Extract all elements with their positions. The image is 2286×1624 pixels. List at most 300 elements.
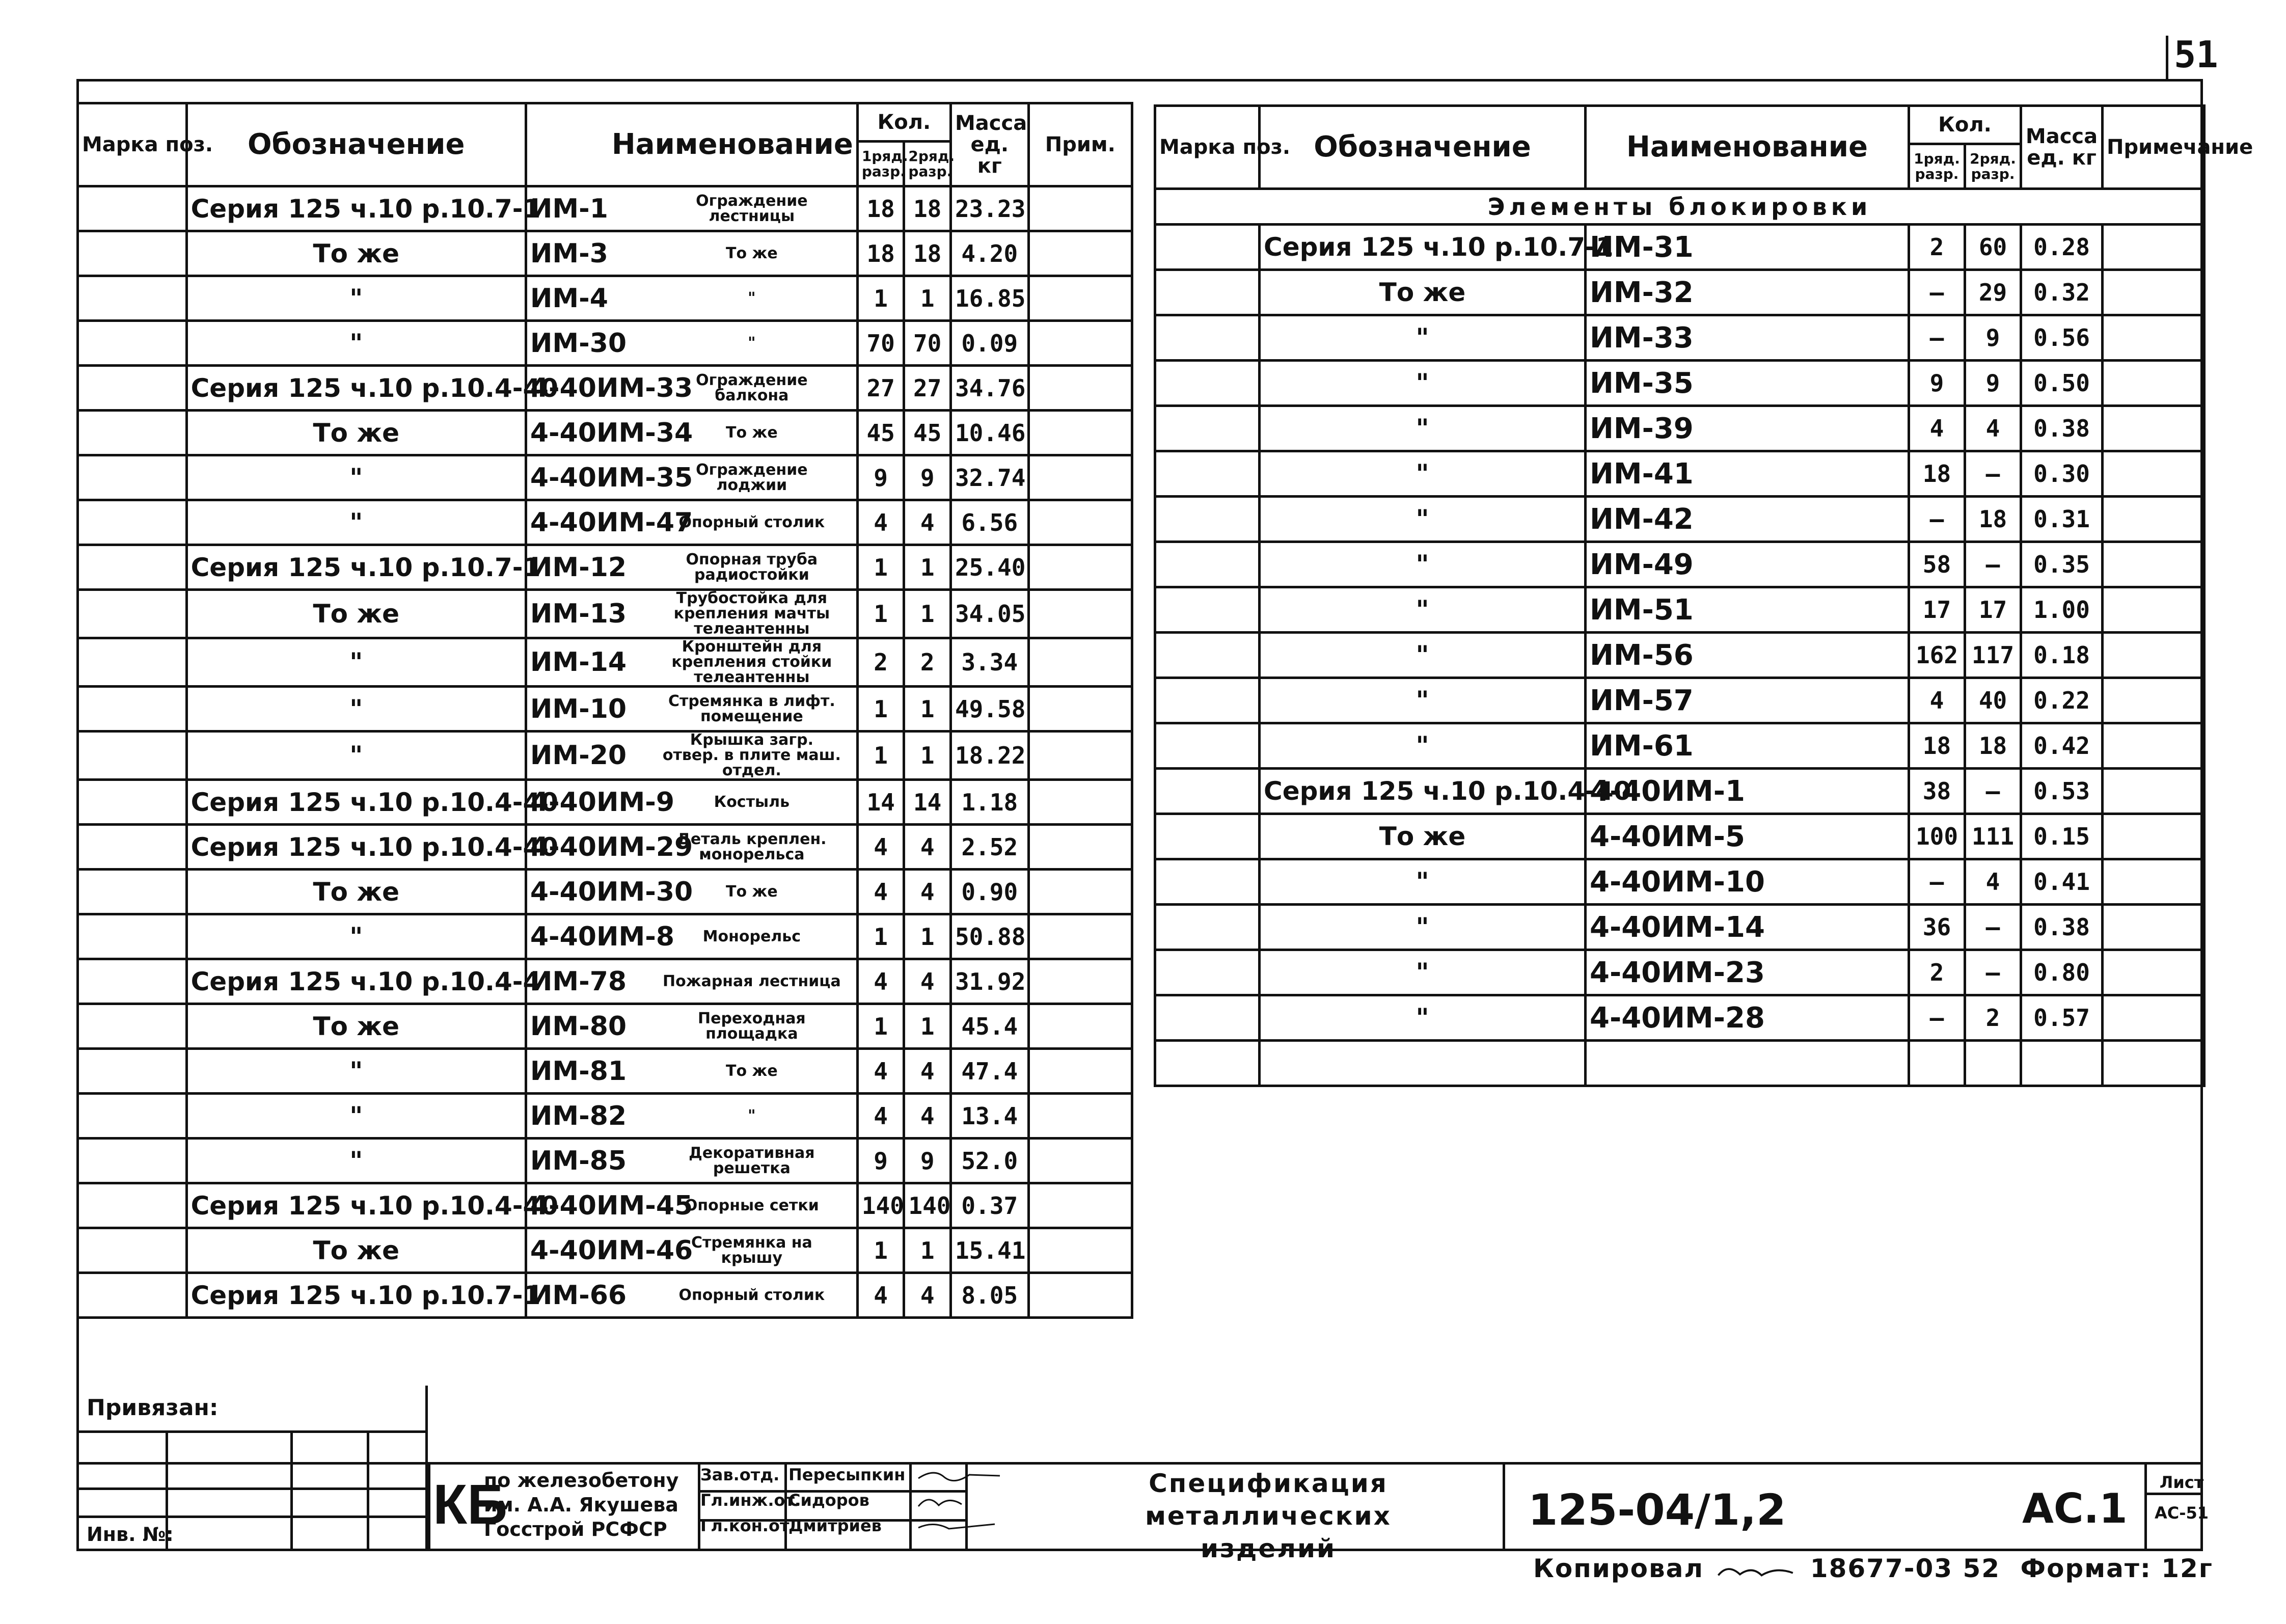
note-cell [2103,995,2205,1041]
table-row [78,780,1132,825]
mass-cell: 2.52 [950,825,1028,870]
item-code: ИМ-4 [530,283,608,314]
note-cell [1028,1139,1132,1183]
mass-cell: 45.4 [950,1004,1028,1049]
qty-row2-cell: 2 [904,638,951,687]
name-cell [526,1183,857,1228]
name-cell [526,186,857,231]
mark-cell [78,276,187,321]
table-row [78,1139,1132,1183]
signature-image [1713,1558,1800,1583]
designation-cell: То же [186,590,526,638]
org-letters: КБ [433,1473,508,1536]
qty-row2-cell: 9 [904,1139,951,1183]
item-title: Кронштейн для крепления стойки телеантенны [671,638,832,686]
designation-cell: " [1260,723,1586,769]
table-row [1155,225,2205,270]
note-cell [1028,732,1132,780]
table-row [78,366,1132,411]
qty-row2-cell: — [1965,950,2021,995]
designation-cell: Серия 125 ч.10 р.10.4-40 [186,1183,526,1228]
qty-row2-cell: 1 [904,687,951,732]
item-code: ИМ-35 [1590,366,1694,400]
qty-row1-cell: — [1909,995,1965,1041]
name-cell [1586,678,1909,723]
item-code: 4-40ИМ-23 [1590,956,1765,989]
mass-cell: 0.41 [2021,859,2103,905]
qty-row2-cell [1965,1041,2021,1086]
note-cell [1028,914,1132,959]
designation-cell: " [186,914,526,959]
item-code: 4-40ИМ-14 [1590,910,1765,944]
mark-cell [78,780,187,825]
item-title: Опорная труба радиостойки [686,550,818,584]
qty-row2-cell: 18 [1965,723,2021,769]
designation-cell: Серия 125 ч.10 р.10.7-1 [1260,225,1586,270]
designation-cell: То же [186,870,526,914]
item-code: ИМ-41 [1590,457,1694,491]
item-code: ИМ-12 [530,552,627,583]
name-cell [526,1094,857,1139]
name-cell [1586,950,1909,995]
designation-cell: " [186,1049,526,1094]
qty-row2-cell: 1 [904,914,951,959]
note-cell [2103,315,2205,361]
designation-cell: " [1260,950,1586,995]
mark-cell [1155,859,1260,905]
item-title: " [748,334,756,352]
table-row [78,455,1132,500]
qty-row2-cell: 1 [904,1228,951,1273]
org-line-2: им. А.А. Якушева [484,1494,678,1516]
designation-cell: " [186,321,526,366]
mass-cell: 0.42 [2021,723,2103,769]
qty-row1-cell: 1 [857,545,904,590]
note-cell [2103,225,2205,270]
mass-cell: 52.0 [950,1139,1028,1183]
document-title [1039,1467,1498,1565]
table-row [1155,723,2205,769]
staff-role: Гл.кон.от. [700,1516,796,1535]
designation-cell: " [186,638,526,687]
mass-cell: 0.15 [2021,814,2103,859]
signature-image [913,1491,1005,1511]
mark-cell [1155,270,1260,315]
mark-cell [1155,361,1260,406]
name-cell [526,914,857,959]
note-cell [1028,1228,1132,1273]
item-title: Декоративная решетка [689,1144,815,1177]
note-cell [1028,231,1132,276]
qty-row1-cell: 4 [1909,406,1965,451]
qty-row1-cell: 1 [857,276,904,321]
mark-cell [1155,1041,1260,1086]
qty-row2-cell: — [1965,769,2021,814]
table-row [1155,859,2205,905]
item-title: " [748,289,756,307]
qty-row2-cell: 4 [904,1273,951,1318]
mass-cell: 0.53 [2021,769,2103,814]
item-code: ИМ-66 [530,1280,627,1311]
staff-role: Гл.инж.от. [700,1491,801,1510]
item-title: Пожарная лестница [663,972,841,990]
item-code: 4-40ИМ-5 [1590,820,1745,853]
staff-name: Сидоров [788,1491,869,1510]
name-cell [1586,769,1909,814]
qty-row2-cell: 4 [904,870,951,914]
table-row [1155,270,2205,315]
qty-row1-cell: 1 [857,1004,904,1049]
mass-cell: 4.20 [950,231,1028,276]
name-cell [526,1139,857,1183]
table-row [78,231,1132,276]
name-cell [1586,814,1909,859]
signature-image [913,1517,1005,1537]
qty-row2-cell: 4 [904,1094,951,1139]
qty-row1-cell [1909,1041,1965,1086]
header-qty-row1: 1ряд. разр. [1909,144,1965,189]
mass-cell: 16.85 [950,276,1028,321]
item-title: Костыль [714,793,790,811]
header-qty-row2: 2ряд. разр. [1965,144,2021,189]
item-title: Стремянка на крышу [691,1233,812,1267]
name-cell [526,321,857,366]
mark-cell [1155,542,1260,587]
note-cell [2103,633,2205,678]
designation-cell: То же [1260,814,1586,859]
qty-row2-cell: 9 [1965,315,2021,361]
qty-row1-cell: 18 [1909,451,1965,497]
table-row [78,545,1132,590]
note-cell [2103,950,2205,995]
item-code: 4-40ИМ-9 [530,787,675,818]
designation-cell: " [1260,678,1586,723]
note-cell [2103,497,2205,542]
table-row [78,411,1132,455]
table-row [78,1004,1132,1049]
note-cell [1028,455,1132,500]
document-title-line-1: Спецификация металлических [1145,1469,1392,1531]
qty-row1-cell: 14 [857,780,904,825]
table-row [78,1094,1132,1139]
right-spec-table [1154,104,2253,1087]
name-cell [526,500,857,545]
item-code: ИМ-51 [1590,593,1694,627]
qty-row2-cell: 27 [904,366,951,411]
name-cell [526,959,857,1004]
name-cell [526,1004,857,1049]
note-cell [2103,361,2205,406]
qty-row2-cell: — [1965,905,2021,950]
mark-cell [1155,315,1260,361]
note-cell [1028,780,1132,825]
name-cell [1586,315,1909,361]
mark-cell [1155,406,1260,451]
right-spec-body [1155,225,2205,1086]
table-row [78,186,1132,231]
document-title-line-2: изделий [1200,1534,1337,1563]
header-mass: Масса ед. кг [2021,106,2103,189]
table-row [1155,451,2205,497]
name-cell [1586,225,1909,270]
item-code: ИМ-49 [1590,548,1694,581]
note-cell [1028,321,1132,366]
signature-image [913,1466,1005,1486]
mass-cell: 34.76 [950,366,1028,411]
qty-row2-cell: 4 [904,959,951,1004]
name-cell [1586,859,1909,905]
qty-row1-cell: 38 [1909,769,1965,814]
mass-cell: 0.56 [2021,315,2103,361]
mass-cell: 1.00 [2021,587,2103,633]
qty-row2-cell: 70 [904,321,951,366]
inventory-number-label: Инв. №: [87,1523,174,1546]
designation-cell: " [1260,361,1586,406]
header-qty-row1: 1ряд. разр. [857,142,904,186]
qty-row2-cell: 4 [904,825,951,870]
item-title: То же [726,1062,778,1080]
header-designation: Обозначение [186,103,526,186]
item-code: ИМ-81 [530,1055,627,1087]
note-cell [2103,905,2205,950]
qty-row1-cell: 17 [1909,587,1965,633]
note-cell [1028,1183,1132,1228]
designation-cell: То же [186,1004,526,1049]
designation-cell: " [1260,542,1586,587]
mark-cell [78,959,187,1004]
binding-block [76,1386,428,1551]
designation-cell: Серия 125 ч.10 р.10.7-1 [186,1273,526,1318]
qty-row1-cell: — [1909,497,1965,542]
mass-cell: 34.05 [950,590,1028,638]
item-code: ИМ-33 [1590,321,1694,355]
note-cell [1028,1094,1132,1139]
item-code: ИМ-39 [1590,412,1694,445]
qty-row2-cell: 1 [904,1004,951,1049]
qty-row2-cell: 40 [1965,678,2021,723]
qty-row1-cell: — [1909,270,1965,315]
designation-cell: " [1260,859,1586,905]
item-title: Деталь креплен. монорельса [677,830,827,863]
note-cell [1028,590,1132,638]
name-cell [526,1228,857,1273]
note-cell [1028,687,1132,732]
table-row [1155,1041,2205,1086]
name-cell [526,545,857,590]
name-cell [1586,995,1909,1041]
item-title: То же [726,882,778,901]
name-cell [526,780,857,825]
name-cell [1586,633,1909,678]
table-row [1155,814,2205,859]
qty-row2-cell: 60 [1965,225,2021,270]
qty-row1-cell: 18 [857,186,904,231]
item-code: 4-40ИМ-33 [530,372,693,403]
qty-row1-cell: 4 [857,959,904,1004]
table-row [78,638,1132,687]
sheet-code: АС.1 [2022,1485,2128,1532]
name-cell [526,1049,857,1094]
item-title: Ограждение балкона [696,371,808,404]
mark-cell [78,687,187,732]
designation-cell: Серия 125 ч.10 р.10.4-4 [186,959,526,1004]
mark-cell [78,366,187,411]
designation-cell: " [186,276,526,321]
qty-row2-cell: — [1965,542,2021,587]
table-row [1155,406,2205,451]
designation-cell: " [186,500,526,545]
mass-cell: 0.28 [2021,225,2103,270]
table-row [78,687,1132,732]
note-cell [1028,1049,1132,1094]
note-cell [2103,587,2205,633]
sheet-number-divider [2166,36,2168,82]
item-code: ИМ-80 [530,1011,627,1042]
mass-cell: 0.37 [950,1183,1028,1228]
item-code: ИМ-85 [530,1145,627,1176]
note-cell [1028,411,1132,455]
name-cell [526,411,857,455]
item-code: 4-40ИМ-28 [1590,1001,1765,1035]
name-cell [1586,723,1909,769]
mass-cell: 47.4 [950,1049,1028,1094]
name-cell [1586,406,1909,451]
note-cell [2103,451,2205,497]
table-row [1155,361,2205,406]
header-qty-row2: 2ряд. разр. [904,142,951,186]
note-cell [2103,859,2205,905]
name-cell [526,455,857,500]
header-mass: Масса ед. кг [950,103,1028,186]
mark-cell [1155,497,1260,542]
mark-cell [78,455,187,500]
qty-row2-cell: 4 [904,1049,951,1094]
qty-row2-cell: 111 [1965,814,2021,859]
note-cell [2103,1041,2205,1086]
organization-block [433,1462,698,1551]
copied-label: Копировал [1533,1554,1704,1583]
org-line-3: Госстрой РСФСР [484,1518,667,1540]
item-code: ИМ-42 [1590,502,1694,536]
name-cell [526,870,857,914]
name-cell [526,231,857,276]
designation-cell: " [1260,406,1586,451]
name-cell [1586,542,1909,587]
qty-row1-cell: 9 [1909,361,1965,406]
table-row [1155,905,2205,950]
qty-row2-cell: 45 [904,411,951,455]
note-cell [1028,276,1132,321]
item-code: 4-40ИМ-47 [530,507,693,538]
qty-row1-cell: 4 [857,870,904,914]
note-cell [1028,825,1132,870]
mass-cell: 0.90 [950,870,1028,914]
qty-row2-cell: 117 [1965,633,2021,678]
designation-cell: " [186,455,526,500]
mark-cell [78,1183,187,1228]
qty-row1-cell: 4 [857,825,904,870]
qty-row1-cell: — [1909,315,1965,361]
mass-cell: 10.46 [950,411,1028,455]
item-code: 4-40ИМ-8 [530,921,675,952]
qty-row2-cell: 18 [1965,497,2021,542]
qty-row1-cell: 2 [1909,950,1965,995]
header-mark: Марка поз. [78,103,187,186]
qty-row1-cell: 4 [857,500,904,545]
table-row [78,825,1132,870]
qty-row2-cell: 1 [904,732,951,780]
designation-cell: Серия 125 ч.10 р.10.7-1 [186,186,526,231]
name-cell [1586,587,1909,633]
designation-cell: То же [186,231,526,276]
qty-row2-cell: 18 [904,186,951,231]
table-row [1155,587,2205,633]
mass-cell: 0.18 [2021,633,2103,678]
qty-row1-cell: 140 [857,1183,904,1228]
table-row [1155,633,2205,678]
qty-row2-cell: 9 [1965,361,2021,406]
item-code: ИМ-1 [530,193,608,224]
designation-cell: " [1260,995,1586,1041]
header-note: Примечание [2103,106,2205,189]
mass-cell [2021,1041,2103,1086]
note-cell [2103,723,2205,769]
qty-row2-cell: 1 [904,545,951,590]
binding-label: Привязан: [87,1395,219,1421]
item-code: ИМ-61 [1590,729,1694,763]
mark-cell [1155,950,1260,995]
qty-row2-cell: 17 [1965,587,2021,633]
qty-row2-cell: 14 [904,780,951,825]
name-cell [526,825,857,870]
designation-cell: " [186,687,526,732]
name-cell [526,590,857,638]
table-row [78,732,1132,780]
qty-row2-cell: 2 [1965,995,2021,1041]
name-cell [526,276,857,321]
copy-footer [1533,1554,2213,1583]
list-block [2155,1467,2209,1528]
item-code: ИМ-78 [530,966,627,997]
header-name: Наименование [1586,106,1909,189]
designation-cell: " [1260,497,1586,542]
table-row [78,590,1132,638]
item-title: Ограждение лестницы [696,192,808,225]
qty-row2-cell: 9 [904,455,951,500]
table-row [1155,315,2205,361]
qty-row2-cell: 4 [1965,859,2021,905]
qty-row1-cell: 1 [857,914,904,959]
mark-cell [78,590,187,638]
staff-name: Дмитриев [788,1516,882,1535]
qty-row2-cell: 29 [1965,270,2021,315]
qty-row1-cell: 9 [857,455,904,500]
item-code: ИМ-13 [530,599,627,629]
mark-cell [78,638,187,687]
staff-block [700,1462,1005,1538]
table-row [78,1273,1132,1318]
name-cell [526,638,857,687]
note-cell [1028,366,1132,411]
qty-row1-cell: 70 [857,321,904,366]
mass-cell: 0.22 [2021,678,2103,723]
org-line-1: по железобетону [484,1469,679,1492]
mark-cell [78,411,187,455]
item-code: ИМ-10 [530,693,627,724]
mark-cell [1155,225,1260,270]
designation-cell [1260,1041,1586,1086]
qty-row1-cell: 9 [857,1139,904,1183]
